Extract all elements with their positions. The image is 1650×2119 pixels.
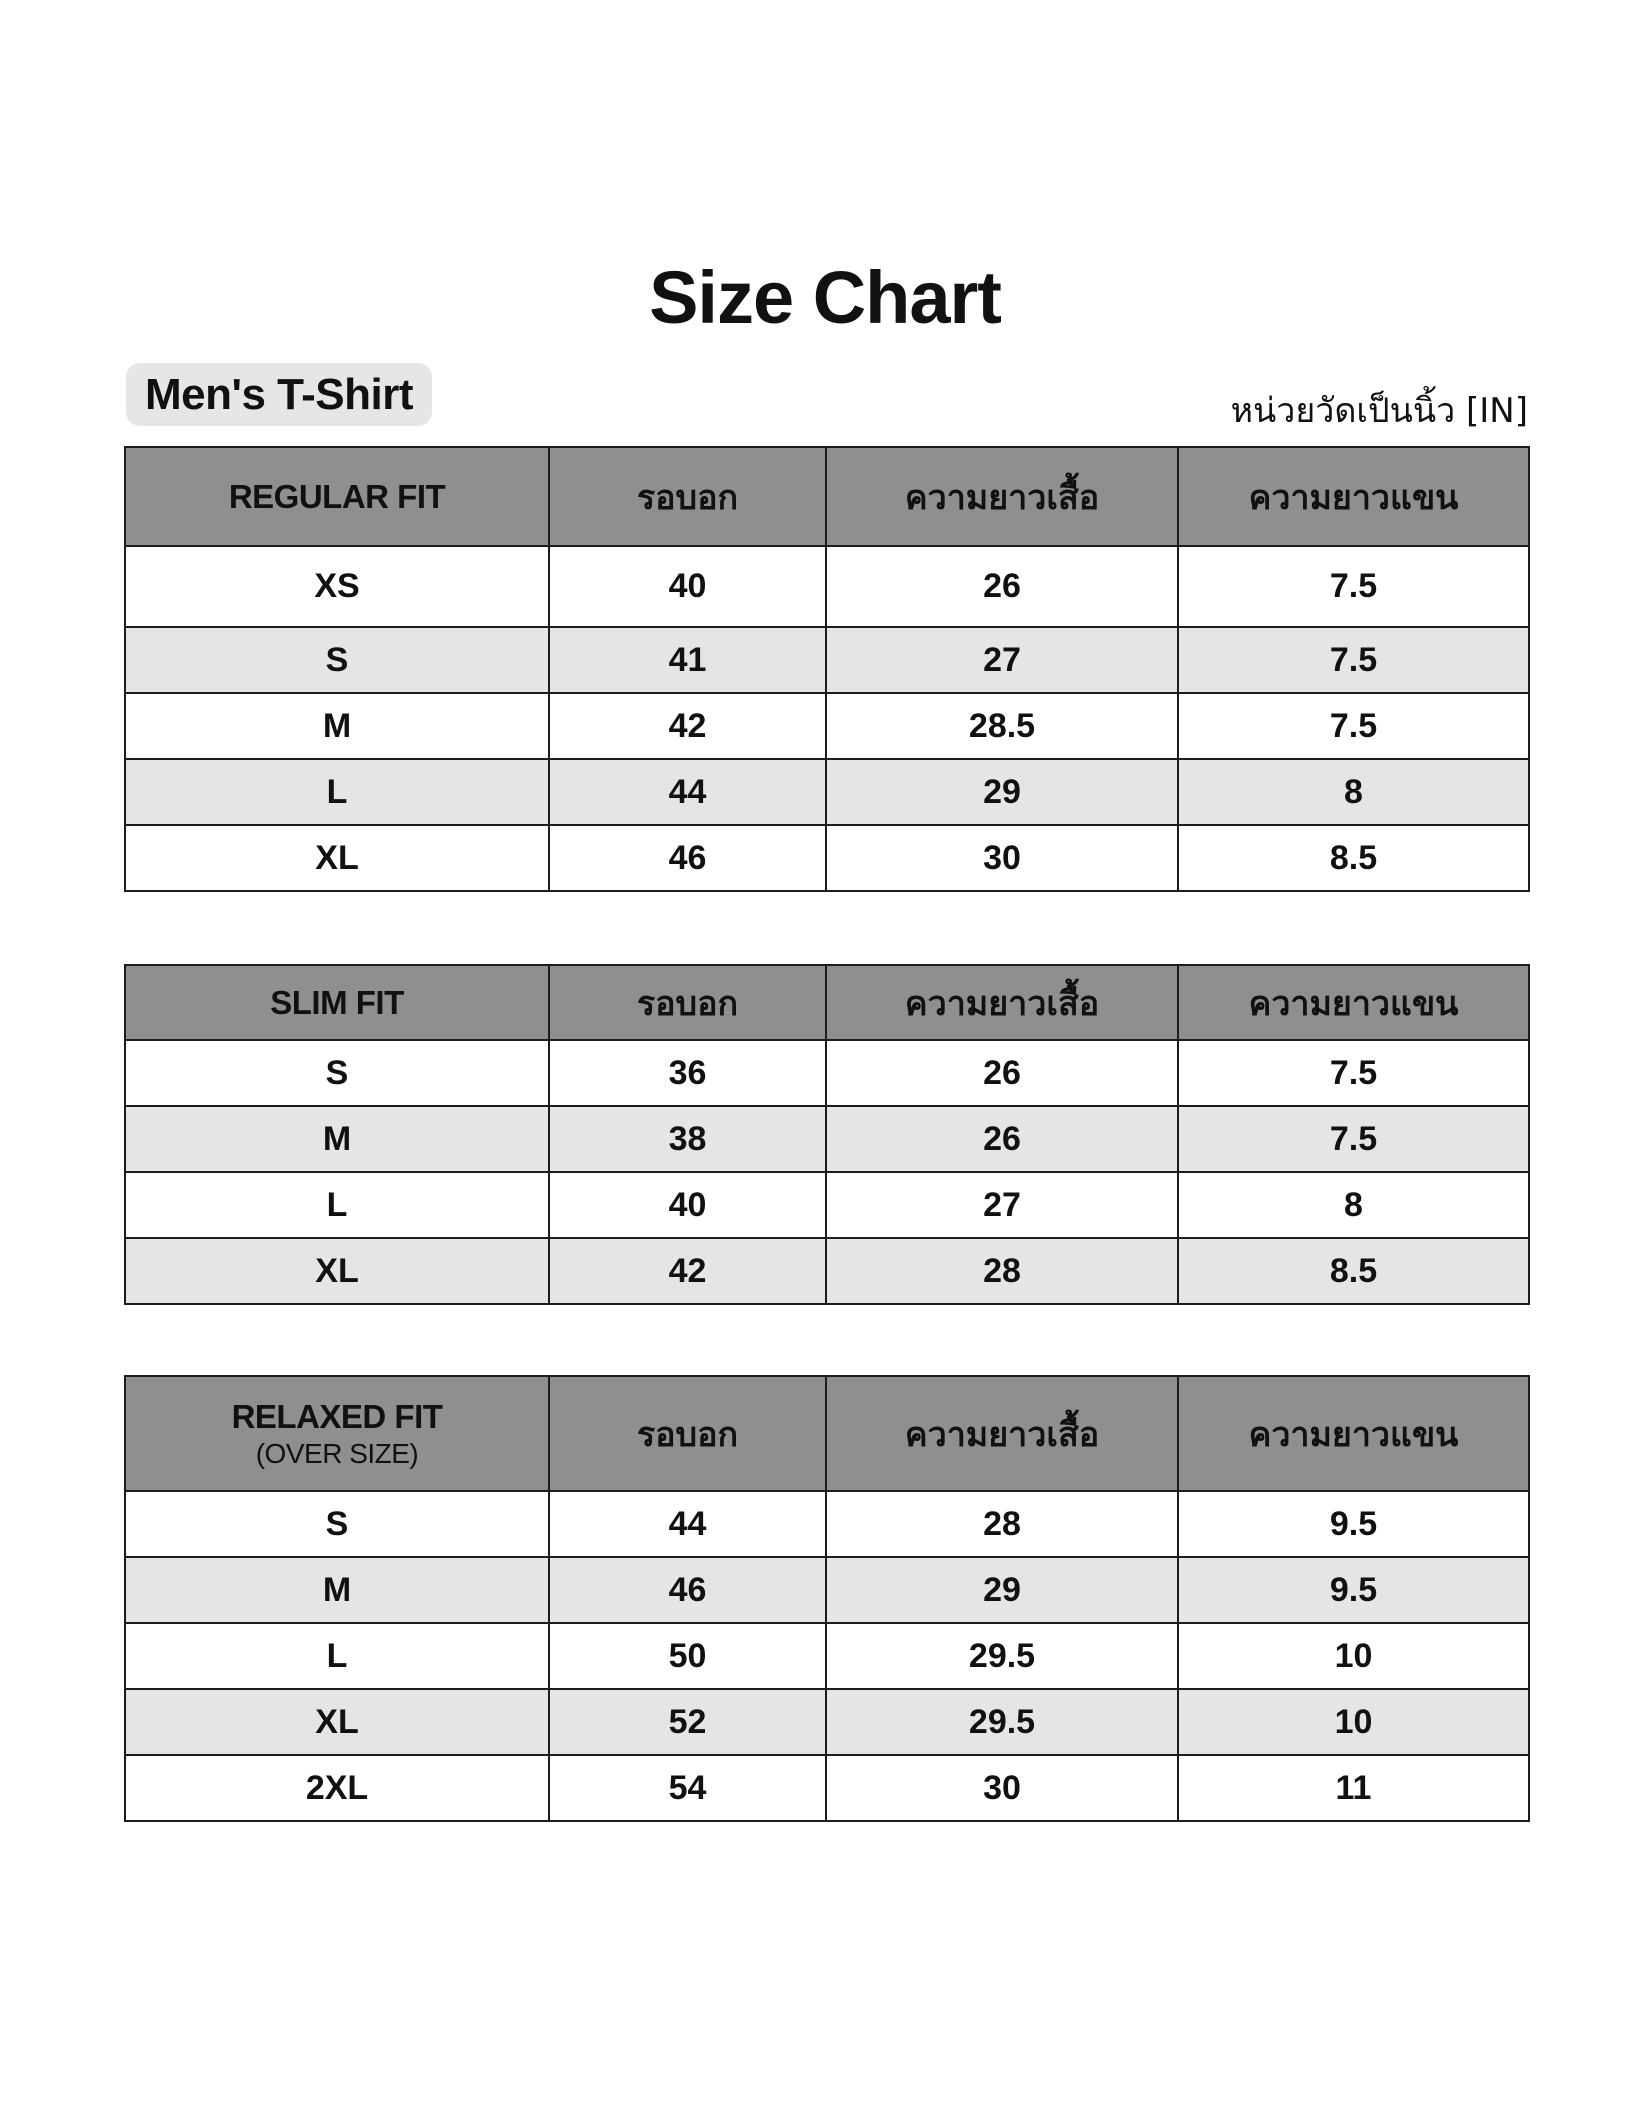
size-cell: M bbox=[125, 1557, 549, 1623]
length-cell: 29 bbox=[826, 1557, 1178, 1623]
sleeve-cell: 9.5 bbox=[1178, 1491, 1529, 1557]
length-cell: 28 bbox=[826, 1238, 1178, 1304]
size-cell: XL bbox=[125, 1238, 549, 1304]
fit-header bbox=[125, 447, 549, 546]
length-cell: 30 bbox=[826, 825, 1178, 891]
length-cell: 28.5 bbox=[826, 693, 1178, 759]
table-row bbox=[125, 693, 1529, 759]
length-cell: 26 bbox=[826, 546, 1178, 627]
table-row bbox=[125, 825, 1529, 891]
chest-header: รอบอก bbox=[549, 965, 826, 1040]
shirt-length-header: ความยาวเสื้อ bbox=[826, 1376, 1178, 1491]
chest-cell: 46 bbox=[549, 1557, 826, 1623]
sleeve-cell: 7.5 bbox=[1178, 1040, 1529, 1106]
unit-note: หน่วยวัดเป็นนิ้ว [IN] bbox=[1230, 391, 1528, 431]
table-row bbox=[125, 1755, 1529, 1821]
size-cell: L bbox=[125, 1172, 549, 1238]
sleeve-length-header: ความยาวแขน bbox=[1178, 447, 1529, 546]
sleeve-cell: 10 bbox=[1178, 1623, 1529, 1689]
size-cell: XL bbox=[125, 825, 549, 891]
table-row bbox=[125, 1172, 1529, 1238]
table-row bbox=[125, 1491, 1529, 1557]
sleeve-cell: 7.5 bbox=[1178, 1106, 1529, 1172]
chest-cell: 42 bbox=[549, 1238, 826, 1304]
size-cell: S bbox=[125, 627, 549, 693]
length-cell: 27 bbox=[826, 627, 1178, 693]
table-header-row bbox=[125, 1376, 1529, 1491]
chest-cell: 40 bbox=[549, 546, 826, 627]
sleeve-cell: 7.5 bbox=[1178, 693, 1529, 759]
chest-cell: 36 bbox=[549, 1040, 826, 1106]
size-cell: L bbox=[125, 1623, 549, 1689]
length-cell: 30 bbox=[826, 1755, 1178, 1821]
sleeve-length-header: ความยาวแขน bbox=[1178, 1376, 1529, 1491]
sleeve-cell: 8 bbox=[1178, 1172, 1529, 1238]
page-title: Size Chart bbox=[649, 256, 1001, 339]
table-header-row bbox=[125, 447, 1529, 546]
length-cell: 29 bbox=[826, 759, 1178, 825]
regular-fit-table bbox=[124, 446, 1530, 892]
chest-cell: 46 bbox=[549, 825, 826, 891]
table-row bbox=[125, 627, 1529, 693]
size-cell: XS bbox=[125, 546, 549, 627]
table-header-row bbox=[125, 965, 1529, 1040]
chest-header: รอบอก bbox=[549, 1376, 826, 1491]
table-row bbox=[125, 759, 1529, 825]
product-badge: Men's T-Shirt bbox=[126, 363, 432, 426]
fit-header bbox=[125, 965, 549, 1040]
length-cell: 27 bbox=[826, 1172, 1178, 1238]
chest-cell: 44 bbox=[549, 759, 826, 825]
sleeve-cell: 8.5 bbox=[1178, 825, 1529, 891]
fit-label: RELAXED FIT bbox=[231, 1397, 443, 1435]
sleeve-cell: 10 bbox=[1178, 1689, 1529, 1755]
chest-cell: 44 bbox=[549, 1491, 826, 1557]
shirt-length-header: ความยาวเสื้อ bbox=[826, 965, 1178, 1040]
chest-cell: 42 bbox=[549, 693, 826, 759]
size-cell: 2XL bbox=[125, 1755, 549, 1821]
size-cell: M bbox=[125, 693, 549, 759]
chest-cell: 38 bbox=[549, 1106, 826, 1172]
length-cell: 26 bbox=[826, 1040, 1178, 1106]
table-row bbox=[125, 1040, 1529, 1106]
table-row bbox=[125, 1238, 1529, 1304]
table-row bbox=[125, 1623, 1529, 1689]
sleeve-length-header: ความยาวแขน bbox=[1178, 965, 1529, 1040]
length-cell: 29.5 bbox=[826, 1689, 1178, 1755]
size-cell: S bbox=[125, 1491, 549, 1557]
chest-cell: 41 bbox=[549, 627, 826, 693]
shirt-length-header: ความยาวเสื้อ bbox=[826, 447, 1178, 546]
sleeve-cell: 11 bbox=[1178, 1755, 1529, 1821]
length-cell: 29.5 bbox=[826, 1623, 1178, 1689]
table-row bbox=[125, 1106, 1529, 1172]
fit-sublabel: (OVER SIZE) bbox=[255, 1437, 419, 1469]
table-row bbox=[125, 1557, 1529, 1623]
sleeve-cell: 9.5 bbox=[1178, 1557, 1529, 1623]
chest-header: รอบอก bbox=[549, 447, 826, 546]
table-row bbox=[125, 1689, 1529, 1755]
size-cell: S bbox=[125, 1040, 549, 1106]
sleeve-cell: 8.5 bbox=[1178, 1238, 1529, 1304]
sleeve-cell: 7.5 bbox=[1178, 546, 1529, 627]
chest-cell: 52 bbox=[549, 1689, 826, 1755]
chest-cell: 50 bbox=[549, 1623, 826, 1689]
length-cell: 26 bbox=[826, 1106, 1178, 1172]
size-cell: L bbox=[125, 759, 549, 825]
length-cell: 28 bbox=[826, 1491, 1178, 1557]
relaxed-fit-table bbox=[124, 1375, 1530, 1822]
table-row bbox=[125, 546, 1529, 627]
size-cell: XL bbox=[125, 1689, 549, 1755]
chest-cell: 40 bbox=[549, 1172, 826, 1238]
sleeve-cell: 7.5 bbox=[1178, 627, 1529, 693]
slim-fit-table bbox=[124, 964, 1530, 1305]
size-cell: M bbox=[125, 1106, 549, 1172]
chest-cell: 54 bbox=[549, 1755, 826, 1821]
sleeve-cell: 8 bbox=[1178, 759, 1529, 825]
fit-header bbox=[125, 1376, 549, 1491]
fit-label: SLIM FIT bbox=[270, 983, 404, 1021]
fit-label: REGULAR FIT bbox=[228, 477, 446, 515]
